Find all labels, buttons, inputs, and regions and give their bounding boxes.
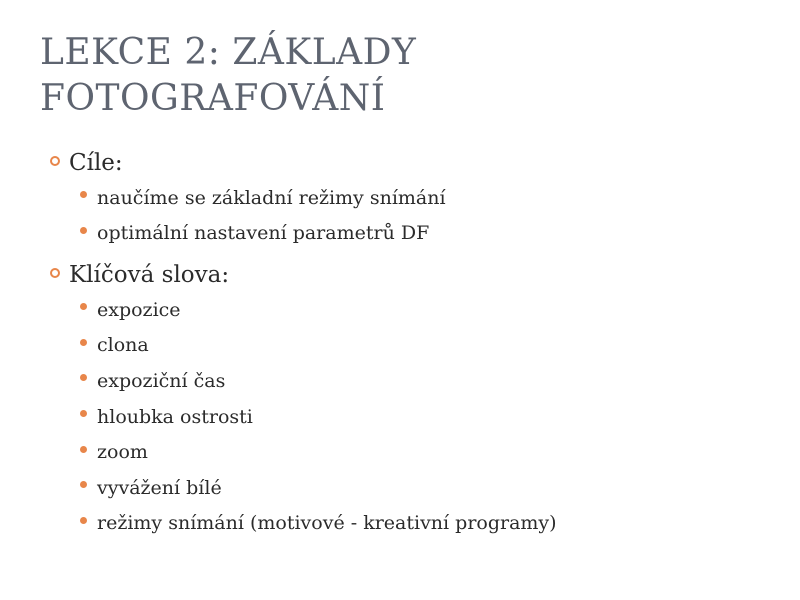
dot-bullet-icon bbox=[80, 191, 87, 198]
list-item bbox=[80, 399, 770, 435]
list-item-text: vyvážení bílé bbox=[97, 476, 222, 499]
list-item-text: expoziční čas bbox=[97, 369, 226, 392]
dot-bullet-icon bbox=[80, 481, 87, 488]
list-item-text: režimy snímání (motivové - kreativní programy) bbox=[97, 512, 557, 535]
ring-bullet-icon bbox=[50, 268, 60, 278]
list-item bbox=[80, 328, 770, 364]
section-keywords bbox=[50, 258, 770, 541]
goals-list bbox=[80, 180, 770, 251]
slide-title-line-2: FOTOGRAFOVÁNÍ bbox=[40, 78, 386, 119]
dot-bullet-icon bbox=[80, 410, 87, 417]
ring-bullet-icon bbox=[50, 156, 60, 166]
section-keywords-heading bbox=[50, 258, 770, 292]
dot-bullet-icon bbox=[80, 227, 87, 234]
list-item bbox=[80, 506, 770, 542]
keywords-list bbox=[80, 292, 770, 541]
slide-title bbox=[40, 30, 760, 122]
list-item-text: clona bbox=[97, 334, 149, 357]
section-keywords-label: Klíčová slova: bbox=[69, 262, 230, 288]
list-item bbox=[80, 363, 770, 399]
dot-bullet-icon bbox=[80, 303, 87, 310]
list-item bbox=[80, 216, 770, 252]
dot-bullet-icon bbox=[80, 339, 87, 346]
list-item-text: naučíme se základní režimy snímání bbox=[97, 186, 446, 209]
list-item bbox=[80, 292, 770, 328]
dot-bullet-icon bbox=[80, 374, 87, 381]
section-goals bbox=[50, 146, 770, 251]
list-item-text: hloubka ostrosti bbox=[97, 405, 253, 428]
dot-bullet-icon bbox=[80, 517, 87, 524]
list-item bbox=[80, 180, 770, 216]
list-item-text: optimální nastavení parametrů DF bbox=[97, 222, 430, 245]
list-item bbox=[80, 470, 770, 506]
list-item bbox=[80, 434, 770, 470]
dot-bullet-icon bbox=[80, 446, 87, 453]
slide-title-line-1: LEKCE 2: ZÁKLADY bbox=[40, 32, 417, 73]
section-goals-heading bbox=[50, 146, 770, 180]
list-item-text: zoom bbox=[97, 441, 148, 464]
list-item-text: expozice bbox=[97, 298, 181, 321]
section-goals-label: Cíle: bbox=[69, 150, 123, 176]
